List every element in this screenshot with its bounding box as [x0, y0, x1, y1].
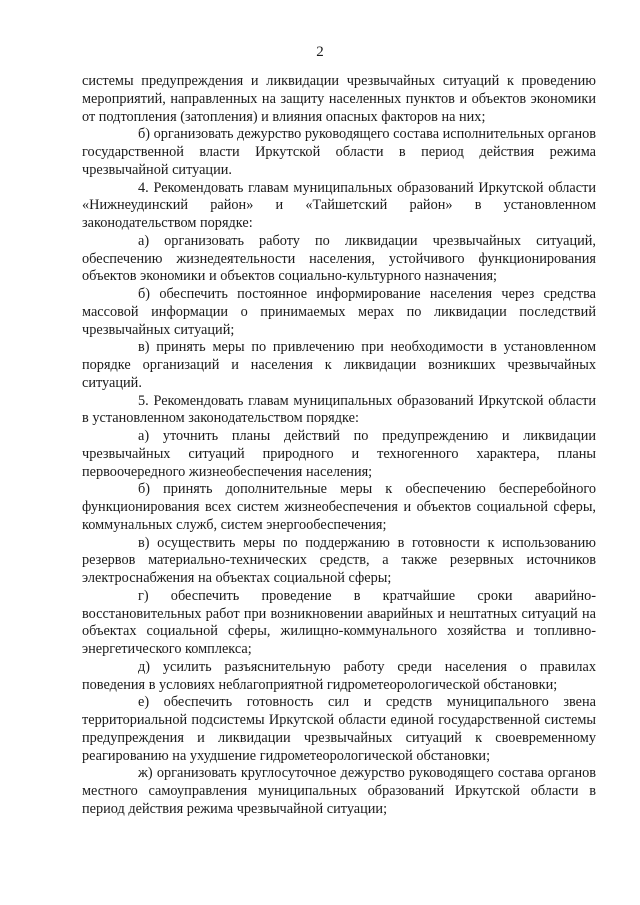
- paragraph-4-item-a: а) организовать работу по ликвидации чрезвычайных ситуаций, обеспечению жизнедеятельности населения, устойчивого функционирования объектов экономики и объектов социально-культурного назначения;: [82, 232, 596, 285]
- paragraph-4-item-b: б) обеспечить постоянное информирование населения через средства массовой информации о принимаемых мерах по ликвидации последствий чрезвычайных ситуаций;: [82, 286, 596, 338]
- paragraph-5-item-d: д) усилить разъяснительную работу среди населения о правилах поведения в условиях неблагоприятной гидрометеорологической обстановки;: [82, 658, 596, 693]
- paragraph-5-item-a: а) уточнить планы действий по предупреждению и ликвидации чрезвычайных ситуаций природного и техногенного характера, планы первоочередного жизнеобеспечения населения;: [82, 428, 596, 480]
- paragraph-5-item-b: б) принять дополнительные меры к обеспечению бесперебойного функционирования всех систем жизнеобеспечения и объектов социальной сферы, коммунальных служб, систем энергообеспечения;: [82, 481, 596, 533]
- paragraph-5-item-v: в) осуществить меры по поддержанию в готовности к использованию резервов материально-технических средств, а также резервных источников электроснабжения на объектах социальной сферы;: [82, 534, 596, 586]
- page-number: 2: [316, 44, 324, 60]
- paragraph-continuation: системы предупреждения и ликвидации чрезвычайных ситуаций к проведению мероприятий, направленных на защиту населенных пунктов и объектов экономики от подтопления (затопления) и влияния опасных факторов на них;: [82, 73, 596, 125]
- paragraph-5-item-zh: ж) организовать круглосуточное дежурство руководящего состава органов местного самоуправления муниципальных образований Иркутской области в период действия режима чрезвычайной ситуации;: [82, 765, 596, 817]
- paragraph-5-item-e: е) обеспечить готовность сил и средств муниципального звена территориальной подсистемы Иркутской области единой государственной системы предупреждения и ликвидации чрезвычайных ситуаций к своевременному реагированию на ухудшение гидрометеорологической обстановки;: [82, 694, 596, 764]
- paragraph-clause-4: 4. Рекомендовать главам муниципальных образований Иркутской области «Нижнеудинский район» и «Тайшетский район» в установленном законодательством порядке:: [82, 179, 596, 231]
- paragraph-4-item-v: в) принять меры по привлечению при необходимости в установленном порядке организаций и населения к ликвидации возникших чрезвычайных ситуаций.: [82, 339, 596, 391]
- paragraph-5-item-g: г) обеспечить проведение в кратчайшие сроки аварийно-восстановительных работ при возникновении аварийных и нештатных ситуаций на объектах социальной сферы, жилищно-коммунального хозяйства и топливно-энергетического комплекса;: [82, 587, 596, 657]
- paragraph-item-b-duty: б) организовать дежурство руководящего состава исполнительных органов государственной власти Иркутской области в период действия режима чрезвычайной ситуации.: [82, 126, 596, 178]
- paragraph-clause-5: 5. Рекомендовать главам муниципальных образований Иркутской области в установленном законодательством порядке:: [82, 392, 596, 427]
- document-body: [82, 73, 596, 819]
